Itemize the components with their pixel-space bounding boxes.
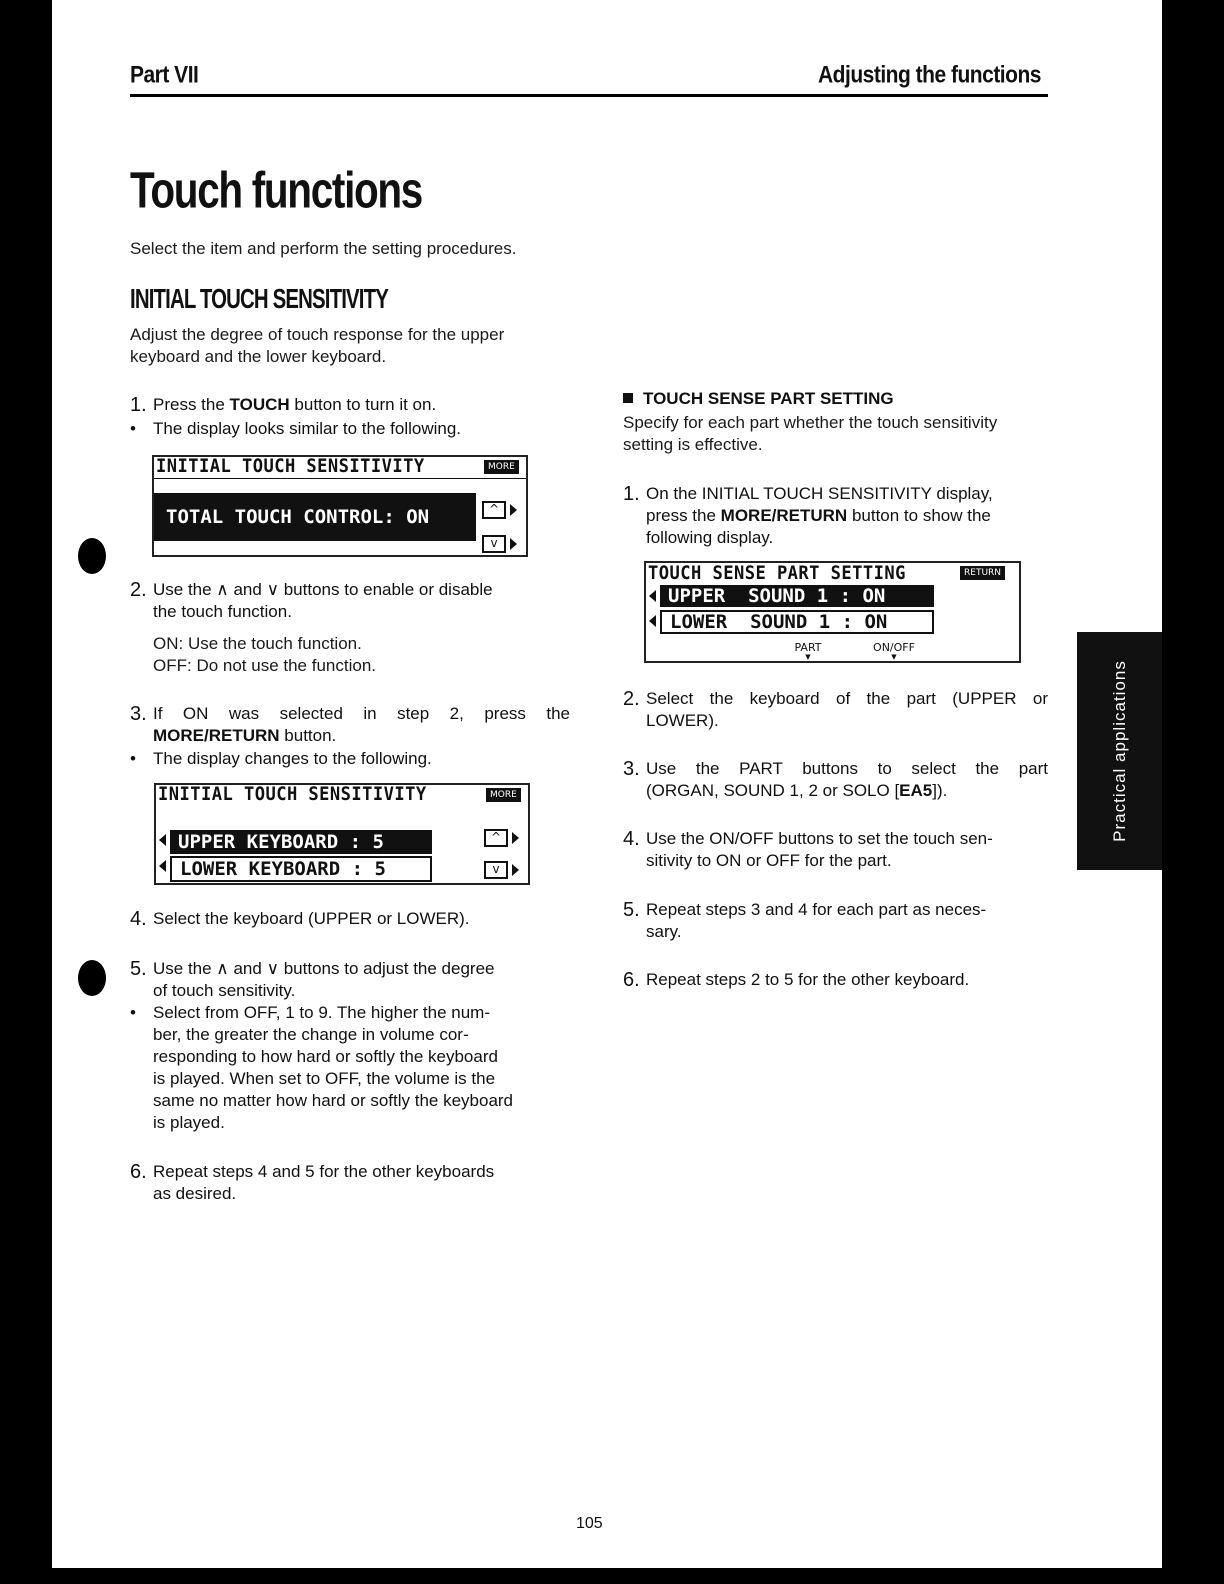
step-text: ]).	[932, 781, 948, 800]
left-triangle-icon	[649, 590, 656, 602]
onoff-marker-icon: ▼	[891, 653, 897, 661]
left-triangle-icon	[159, 834, 166, 846]
right-triangle-icon	[510, 538, 517, 550]
side-tab-label: Practical applications	[1109, 660, 1129, 842]
lcd-row-lower-part: LOWER SOUND 1 : ON	[660, 610, 934, 634]
bullet-text: The display looks similar to the following.	[153, 419, 462, 438]
bullet-text: Select from OFF, 1 to 9. The higher the num-	[153, 1003, 491, 1022]
page-number: 105	[576, 1515, 603, 1532]
step-text: Use the ∧ and ∨ buttons to adjust the degree	[153, 959, 495, 978]
step-text: button to show the	[847, 506, 991, 525]
step-text: (ORGAN, SOUND 1, 2 or SOLO [	[646, 781, 900, 800]
step-number: 6.	[623, 969, 640, 991]
right-triangle-icon	[512, 864, 519, 876]
step-text: Use the ON/OFF buttons to set the touch sen-	[646, 829, 993, 848]
right-step-5	[623, 899, 1048, 943]
button-name: EA5	[899, 781, 933, 800]
step-text: Press the	[153, 395, 230, 414]
lcd-title: TOUCH SENSE PART SETTING	[648, 562, 906, 584]
up-arrow-icon[interactable]: ^	[482, 501, 506, 519]
step-text: Use the PART buttons to select the part	[646, 759, 1048, 778]
lcd-row-upper-keyboard: UPPER KEYBOARD : 5	[170, 830, 432, 854]
section-description-1: Adjust the degree of touch response for the upper	[130, 325, 505, 344]
lcd-title: INITIAL TOUCH SENSITIVITY	[158, 783, 427, 805]
step-number: 1.	[130, 394, 147, 416]
off-description: OFF: Do not use the function.	[153, 656, 377, 675]
step-text: Repeat steps 3 and 4 for each part as neces-	[646, 900, 987, 919]
page-title: Touch functions	[130, 161, 423, 219]
lcd-row-lower-keyboard: LOWER KEYBOARD : 5	[170, 856, 432, 882]
right-step-2	[623, 688, 1048, 732]
onoff-label	[866, 641, 922, 660]
section-title: INITIAL TOUCH SENSITIVITY	[130, 284, 388, 316]
step-number: 4.	[623, 828, 640, 850]
step-3-bullet: • The display changes to the following.	[130, 748, 570, 770]
onoff-label-text: ON/OFF	[873, 641, 915, 654]
intro-text: Select the item and perform the setting procedures.	[130, 239, 517, 258]
step-1	[130, 394, 570, 416]
step-number: 1.	[623, 483, 640, 505]
header-section: Adjusting the functions	[818, 62, 1041, 89]
up-arrow-icon[interactable]: ^	[484, 829, 508, 847]
side-tab	[1077, 632, 1162, 870]
right-step-3	[623, 758, 1048, 802]
header-part: Part VII	[130, 62, 199, 89]
part-label-text: PART	[794, 641, 822, 654]
step-text: button.	[279, 726, 337, 745]
step-number: 4.	[130, 908, 147, 930]
step-text: button to turn it on.	[289, 395, 437, 414]
bullet-text: The display changes to the following.	[153, 749, 432, 768]
step-number: 3.	[130, 703, 147, 725]
step-text: Select the keyboard (UPPER or LOWER).	[153, 909, 470, 928]
step-text: LOWER).	[646, 711, 719, 730]
step-text: press the	[646, 506, 721, 525]
step-text: sary.	[646, 922, 682, 941]
step-4	[130, 908, 570, 930]
right-step-4	[623, 828, 1048, 872]
button-name: MORE/RETURN	[720, 506, 848, 525]
heading-text: TOUCH SENSE PART SETTING	[643, 389, 894, 408]
lcd-display-touch-sense-part	[644, 561, 1021, 663]
left-triangle-icon	[649, 615, 656, 627]
binder-hole-mark	[78, 538, 106, 574]
step-number: 5.	[623, 899, 640, 921]
step-2	[130, 579, 570, 623]
step-text: of touch sensitivity.	[153, 981, 296, 1000]
step-number: 2.	[130, 579, 147, 601]
bullet-text: ber, the greater the change in volume cor-	[153, 1025, 469, 1044]
bullet-text: same no matter how hard or softly the keyboard	[153, 1091, 514, 1110]
step-text: sitivity to ON or OFF for the part.	[646, 851, 892, 870]
step-1-bullet: • The display looks similar to the following.	[130, 418, 570, 440]
step-5-bullet: • Select from OFF, 1 to 9. The higher the num- ber, the greater the change in volume cor- responding to how hard or softly the keyboard is played. When set to OFF, the volume is the same no matter how hard or softly the keyboard is played.	[130, 1002, 570, 1134]
step-text: If ON was selected in step 2, press the	[153, 704, 570, 723]
step-text: as desired.	[153, 1184, 237, 1203]
left-triangle-icon	[159, 860, 166, 872]
step-text: Use the ∧ and ∨ buttons to enable or disable	[153, 580, 493, 599]
manual-page	[52, 0, 1162, 1568]
step-number: 2.	[623, 688, 640, 710]
more-tag: MORE	[484, 460, 519, 474]
header-rule	[130, 94, 1048, 97]
return-tag: RETURN	[960, 566, 1005, 580]
more-tag: MORE	[486, 788, 521, 802]
bullet-text: is played. When set to OFF, the volume is the	[153, 1069, 496, 1088]
part-label	[788, 641, 828, 660]
step-3	[130, 703, 570, 747]
on-description: ON: Use the touch function.	[153, 634, 362, 653]
right-triangle-icon	[510, 504, 517, 516]
binder-hole-mark	[78, 960, 106, 996]
right-triangle-icon	[512, 832, 519, 844]
section-description-2: keyboard and the lower keyboard.	[130, 347, 387, 366]
step-6	[130, 1161, 570, 1205]
bullet-text: is played.	[153, 1113, 225, 1132]
lcd-row-total-touch: TOTAL TOUCH CONTROL: ON	[154, 493, 472, 541]
step-text: the touch function.	[153, 602, 292, 621]
right-step-1	[623, 483, 1048, 549]
right-description-1: Specify for each part whether the touch sensitivity	[623, 413, 998, 432]
square-bullet-icon	[623, 393, 633, 403]
step-text: following display.	[646, 528, 774, 547]
step-number: 6.	[130, 1161, 147, 1183]
touch-sense-heading	[623, 389, 894, 409]
down-arrow-icon[interactable]: v	[484, 861, 508, 879]
step-text: Select the keyboard of the part (UPPER or	[646, 689, 1048, 708]
step-number: 5.	[130, 958, 147, 980]
step-number: 3.	[623, 758, 640, 780]
button-name: MORE/RETURN	[153, 726, 280, 745]
step-text: On the INITIAL TOUCH SENSITIVITY display,	[646, 484, 993, 503]
lcd-row-upper-part: UPPER SOUND 1 : ON	[660, 585, 934, 607]
step-5	[130, 958, 570, 1002]
lcd-display-keyboard-sensitivity	[154, 783, 530, 885]
lcd-title: INITIAL TOUCH SENSITIVITY	[156, 455, 425, 477]
right-step-6	[623, 969, 1048, 991]
button-name: TOUCH	[229, 395, 290, 414]
down-arrow-icon[interactable]: v	[482, 535, 506, 553]
part-marker-icon: ▼	[805, 653, 811, 661]
bullet-text: responding to how hard or softly the keyboard	[153, 1047, 498, 1066]
step-text: Repeat steps 4 and 5 for the other keyboards	[153, 1162, 495, 1181]
right-description-2: setting is effective.	[623, 435, 763, 454]
lcd-display-total-touch	[152, 455, 528, 557]
step-text: Repeat steps 2 to 5 for the other keyboard.	[646, 970, 970, 989]
